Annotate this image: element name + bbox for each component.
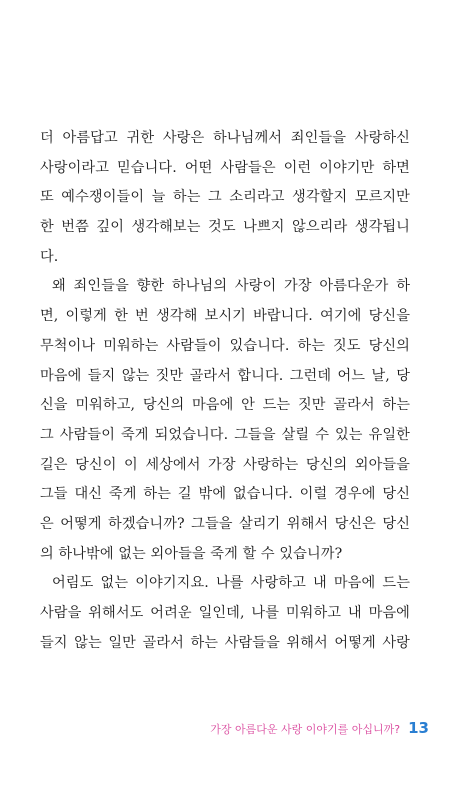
text-line-2: 사랑이라고 믿습니다. 어떤 사람들은 이런 이야기만 하면: [40, 159, 410, 176]
text-line-4: 한 번쯤 깊이 생각해보는 것도 나쁘지 않으리라 생각됩니: [40, 219, 410, 236]
text-line-16: 어림도 없는 이야기지요. 나를 사랑하고 내 마음에 드는: [52, 575, 410, 592]
text-line-8: 무척이나 미워하는 사람들이 있습니다. 하는 짓도 당신의: [40, 337, 410, 354]
text-line-10: 신을 미워하고, 당신의 마음에 안 드는 짓만 골라서 하는: [40, 397, 410, 414]
text-line-6: 왜 죄인들을 향한 하나님의 사랑이 가장 아름다운가 하: [52, 278, 410, 295]
book-title-footer: 가장 아름다운 사랑 이야기를 아십니까?: [210, 723, 401, 736]
text-line-13: 그들 대신 죽게 하는 길 밖에 없습니다. 이럴 경우에 당신: [40, 486, 410, 503]
text-line-9: 마음에 들지 않는 짓만 골라서 합니다. 그런데 어느 날, 당: [40, 367, 410, 384]
text-line-14: 은 어떻게 하겠습니까? 그들을 살리기 위해서 당신은 당신: [40, 515, 410, 532]
text-line-7: 면, 이렇게 한 번 생각해 보시기 바랍니다. 여기에 당신을: [40, 308, 410, 325]
text-line-11: 그 사람들이 죽게 되었습니다. 그들을 살릴 수 있는 유일한: [40, 426, 410, 443]
page-number: 13: [408, 719, 429, 737]
text-line-17: 사람을 위해서도 어려운 일인데, 나를 미워하고 내 마음에: [40, 605, 410, 621]
text-line-3: 또 예수쟁이들이 늘 하는 그 소리라고 생각할지 모르지만: [40, 189, 410, 206]
text-line-18: 들지 않는 일만 골라서 하는 사람들을 위해서 어떻게 사랑: [40, 634, 410, 651]
text-line-15: 의 하나밖에 없는 외아들을 죽게 할 수 있습니까?: [40, 545, 343, 562]
running-footer: [210, 719, 429, 739]
text-line-1: 더 아름답고 귀한 사랑은 하나님께서 죄인들을 사랑하신: [40, 130, 410, 146]
text-line-5: 다.: [40, 248, 59, 265]
body-text: [40, 124, 410, 658]
text-line-12: 길은 당신이 이 세상에서 가장 사랑하는 당신의 외아들을: [40, 456, 410, 473]
